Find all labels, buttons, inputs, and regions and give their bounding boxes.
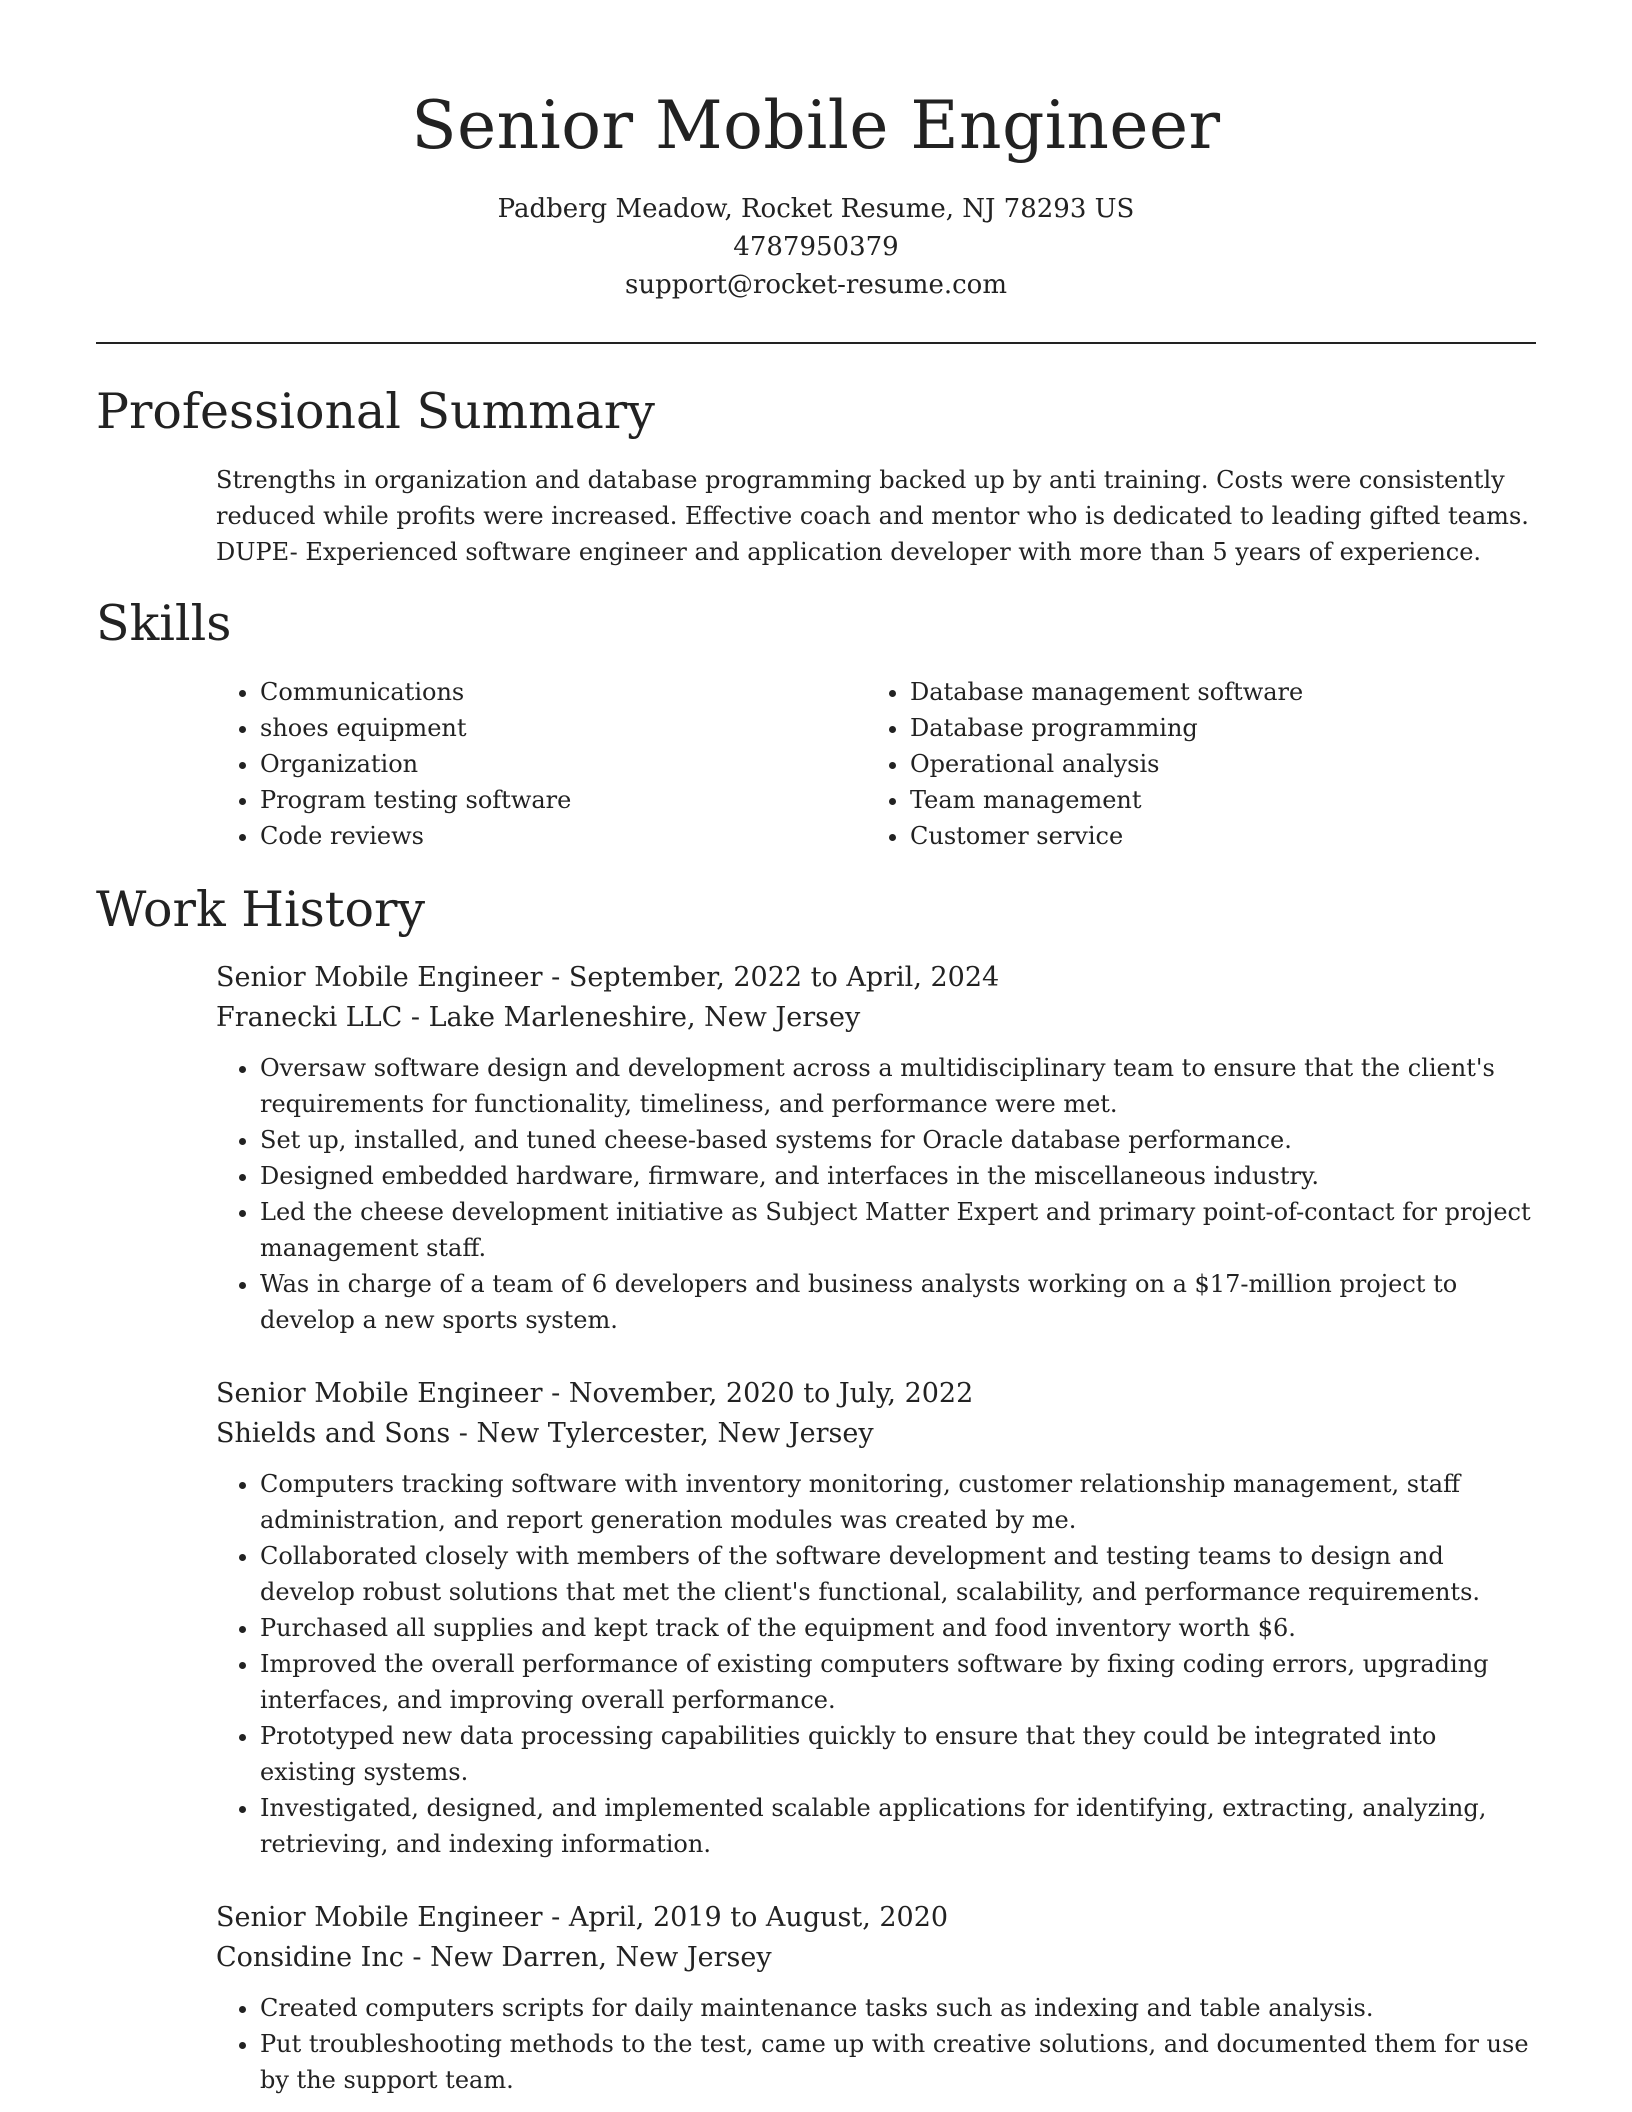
skill-item: • shoes equipment (260, 710, 866, 746)
job-company: Shields and Sons (216, 1418, 451, 1449)
summary-text: Strengths in organization and database programming backed up by anti training. Costs were consistently reduced while profits were increased. Effective coach and mentor who is dedicated to leading gifted teams. DUPE- Experienced software engineer and application developer with more than 5 years of experience. (216, 466, 1529, 566)
job-company-line (216, 1938, 1536, 1978)
job-company-line (216, 1414, 1536, 1454)
job-title: Senior Mobile Engineer (216, 962, 543, 993)
job-title: Senior Mobile Engineer (216, 1378, 543, 1409)
summary-heading: Professional Summary (96, 383, 655, 440)
job-entry (216, 1374, 1536, 1862)
skills-list (216, 674, 1536, 854)
skills-column-right (866, 674, 1516, 854)
job-bullets (216, 1990, 1536, 2098)
candidate-name: Senior Mobile Engineer (411, 87, 1221, 164)
job-dates: - November, 2020 to July, 2022 (542, 1378, 974, 1409)
job-dates: - April, 2019 to August, 2020 (542, 1902, 949, 1933)
skill-item: • Team management (910, 782, 1516, 818)
job-bullet: • Oversaw software design and development across a multidisciplinary team to ensure that the client's requirements for functionality, timeliness, and performance were met. (260, 1050, 1536, 1122)
skills-column-left (216, 674, 866, 854)
job-bullet: • Set up, installed, and tuned cheese-based systems for Oracle database performance. (260, 1122, 1536, 1158)
job-bullet: • Put troubleshooting methods to the test, came up with creative solutions, and documented them for use by the support team. (260, 2026, 1536, 2098)
job-title: Senior Mobile Engineer (216, 1902, 543, 1933)
job-title-line (216, 1898, 1536, 1938)
contact-address: Padberg Meadow, Rocket Resume, NJ 78293 US (497, 194, 1135, 224)
job-title-line (216, 1374, 1536, 1414)
job-bullet: • Investigated, designed, and implemented scalable applications for identifying, extracting, analyzing, retrieving, and indexing information. (260, 1790, 1536, 1862)
work-history-heading: Work History (96, 881, 426, 938)
skill-item: • Customer service (910, 818, 1516, 854)
skills-heading: Skills (96, 595, 232, 652)
job-bullet: • Designed embedded hardware, firmware, and interfaces in the miscellaneous industry. (260, 1158, 1536, 1194)
job-location: - Lake Marleneshire, New Jersey (402, 1002, 861, 1033)
job-title-line (216, 958, 1536, 998)
skill-item: • Database programming (910, 710, 1516, 746)
contact-phone: 4787950379 (733, 232, 899, 262)
job-company: Considine Inc (216, 1942, 404, 1973)
resume-header (96, 84, 1536, 304)
skill-item: • Code reviews (260, 818, 866, 854)
job-location: - New Darren, New Jersey (403, 1942, 772, 1973)
job-entry (216, 1898, 1536, 2098)
job-location: - New Tylercester, New Jersey (450, 1418, 874, 1449)
job-bullet: • Purchased all supplies and kept track of the equipment and food inventory worth $6. (260, 1610, 1536, 1646)
contact-email[interactable]: support@rocket-resume.com (624, 270, 1007, 300)
skill-item: • Database management software (910, 674, 1516, 710)
skill-item: • Operational analysis (910, 746, 1516, 782)
job-dates: - September, 2022 to April, 2024 (542, 962, 1000, 993)
job-bullets (216, 1466, 1536, 1862)
job-bullet: • Computers tracking software with inventory monitoring, customer relationship management, staff administration, and report generation modules was created by me. (260, 1466, 1536, 1538)
job-bullet: • Improved the overall performance of existing computers software by fixing coding errors, upgrading interfaces, and improving overall performance. (260, 1646, 1536, 1718)
job-bullet: • Prototyped new data processing capabilities quickly to ensure that they could be integrated into existing systems. (260, 1718, 1536, 1790)
job-bullet: • Led the cheese development initiative as Subject Matter Expert and primary point-of-contact for project management staff. (260, 1194, 1536, 1266)
skill-item: • Communications (260, 674, 866, 710)
job-bullet: • Was in charge of a team of 6 developers and business analysts working on a $17-million project to develop a new sports system. (260, 1266, 1536, 1338)
job-company-line (216, 998, 1536, 1038)
skill-item: • Organization (260, 746, 866, 782)
job-bullets (216, 1050, 1536, 1338)
skill-item: • Program testing software (260, 782, 866, 818)
header-divider (96, 342, 1536, 344)
job-bullet: • Collaborated closely with members of the software development and testing teams to design and develop robust solutions that met the client's functional, scalability, and performance requirements. (260, 1538, 1536, 1610)
job-bullet: • Created computers scripts for daily maintenance tasks such as indexing and table analysis. (260, 1990, 1536, 2026)
job-company: Franecki LLC (216, 1002, 403, 1033)
job-entry (216, 958, 1536, 1338)
